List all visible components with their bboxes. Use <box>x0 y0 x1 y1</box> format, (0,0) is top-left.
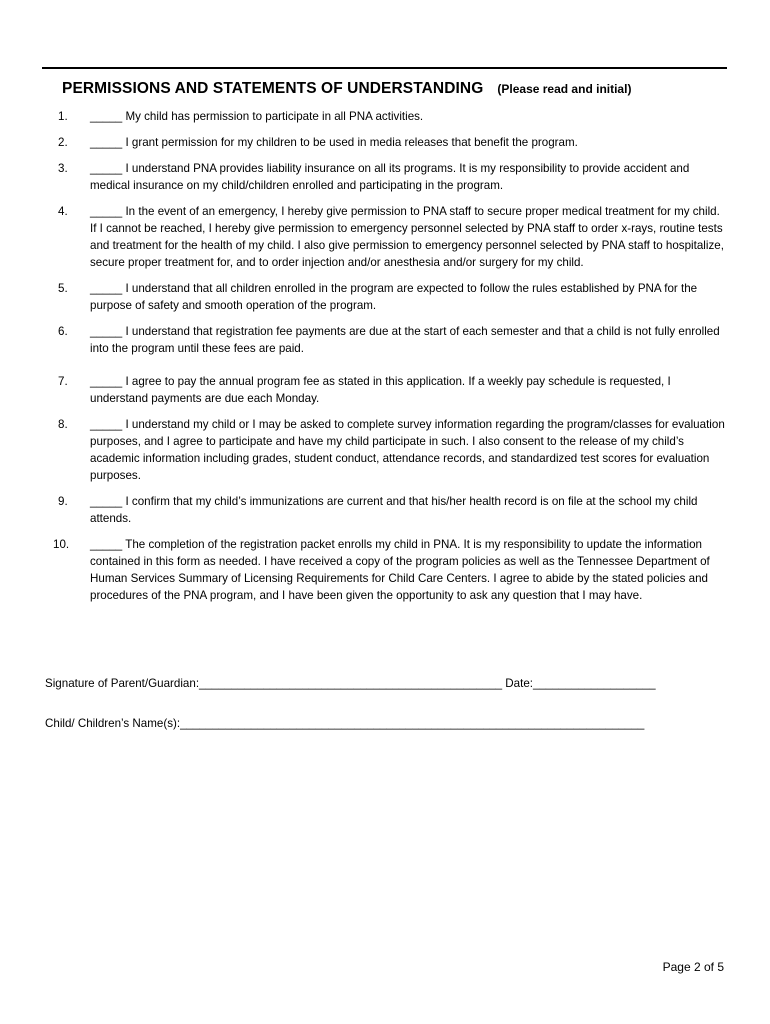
item-number: 4. <box>58 205 68 218</box>
statement-item-3 <box>0 160 770 194</box>
statement-item-7 <box>0 373 770 407</box>
statement-item-6 <box>0 323 770 357</box>
item-number: 1. <box>58 110 68 123</box>
item-number: 2. <box>58 136 68 149</box>
statement-item-4 <box>0 203 770 271</box>
item-text: _____ I understand that all children enrolled in the program are expected to follow the rules established by PNA for the purpose of safety and smooth operation of the program. <box>90 282 698 312</box>
item-text: _____ I understand my child or I may be asked to complete survey information regarding the program/classes for evaluation purposes, and I agree to participate and have my child participate in such. I also consent to the release of my child’s academic information including grades, student conduct, attendance records, and standardized test scores for evaluation purposes. <box>90 418 725 482</box>
item-number: 5. <box>58 282 68 295</box>
item-number: 10. <box>53 538 70 551</box>
item-number: 6. <box>58 325 68 338</box>
statements-list <box>0 108 770 613</box>
child-name-line[interactable]: Child/ Children’s Name(s):________________________________________________________________________ <box>45 717 645 730</box>
top-divider <box>42 67 727 69</box>
item-number: 7. <box>58 375 68 388</box>
item-text: _____ I understand that registration fee payments are due at the start of each semester and that a child is not fully enrolled into the program until these fees are paid. <box>90 325 720 355</box>
item-text: _____ The completion of the registration packet enrolls my child in PNA. It is my responsibility to update the information contained in this form as needed. I have received a copy of the program policies as well as the Tennessee Department of Human Services Summary of Licensing Requirements for Child Care Centers. I agree to abide by the stated policies and procedures of the PNA program, and I have been given the opportunity to ask any question that I may have. <box>90 538 710 602</box>
heading-note: (Please read and initial) <box>497 82 632 96</box>
statement-item-5 <box>0 280 770 314</box>
item-text: _____ I confirm that my child’s immunizations are current and that his/her health record is on file at the school my child attends. <box>90 495 698 525</box>
parent-signature-line[interactable]: Signature of Parent/Guardian:_______________________________________________ Date:___________________ <box>45 677 656 690</box>
item-number: 3. <box>58 162 68 175</box>
item-text: _____ In the event of an emergency, I hereby give permission to PNA staff to secure proper medical treatment for my child. If I cannot be reached, I hereby give permission to emergency personnel selected by PNA staff to order x-rays, routine tests and treatment for the health of my child. I also give permission to emergency personnel selected by PNA staff to hospitalize, secure proper treatment for, and to order injection and/or anesthesia and/or surgery for my child. <box>90 205 724 269</box>
heading-title: PERMISSIONS AND STATEMENTS OF UNDERSTANDING <box>62 80 484 97</box>
page-heading <box>62 80 722 98</box>
page-number: Page 2 of 5 <box>662 960 724 974</box>
item-text: _____ I agree to pay the annual program fee as stated in this application. If a weekly pay schedule is requested, I understand payments are due each Monday. <box>90 375 671 405</box>
statement-item-9 <box>0 493 770 527</box>
item-text: _____ I understand PNA provides liability insurance on all its programs. It is my responsibility to provide accident and medical insurance on my child/children enrolled and participating in the program. <box>90 162 690 192</box>
statement-item-8 <box>0 416 770 484</box>
item-text: _____ My child has permission to participate in all PNA activities. <box>90 110 424 123</box>
statement-item-10 <box>0 536 770 604</box>
statement-item-1 <box>0 108 770 125</box>
item-number: 8. <box>58 418 68 431</box>
item-number: 9. <box>58 495 68 508</box>
statement-item-2 <box>0 134 770 151</box>
item-text: _____ I grant permission for my children to be used in media releases that benefit the program. <box>90 136 578 149</box>
